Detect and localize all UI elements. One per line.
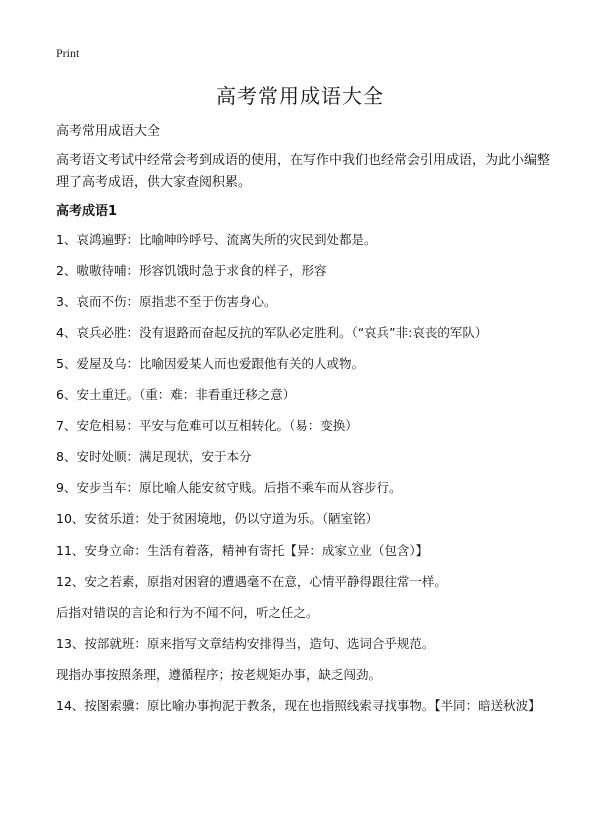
idiom-entry: 6、安土重迁。（重：难：非看重迁移之意）: [56, 387, 296, 402]
idiom-entry: 14、按图索骥：原比喻办事拘泥于教条，现在也指照线索寻找事物。【半同：暗送秋波】: [56, 698, 541, 713]
print-link[interactable]: Print: [56, 46, 80, 60]
page-title: 高考常用成语大全: [216, 84, 384, 108]
idiom-entry: 4、哀兵必胜：没有退路而奋起反抗的军队必定胜利。（“哀兵”非:哀丧的军队）: [56, 325, 488, 340]
idiom-entry-continuation: 后指对错误的言论和行为不闻不问，听之任之。: [56, 605, 319, 620]
idiom-entry: 2、嗷嗷待哺：形容饥饿时急于求食的样子，形容: [56, 263, 327, 278]
idiom-entry: 10、安贫乐道：处于贫困境地，仍以守道为乐。（陋室铭）: [56, 511, 379, 526]
document-subtitle: 高考常用成语大全: [56, 124, 161, 139]
idiom-entry: 5、爱屋及乌：比喻因爱某人而也爱跟他有关的人或物。: [56, 356, 364, 371]
idiom-entry: 8、安时处顺：满足现状，安于本分: [56, 449, 252, 464]
section-heading: 高考成语1: [56, 204, 118, 219]
intro-paragraph: 高考语文考试中经常会考到成语的使用，在写作中我们也经常会引用成语，为此小编整理了高考成语，供大家查阅积累。: [56, 153, 551, 190]
idiom-entry: 13、按部就班：原来指写文章结构安排得当，造句、选词合乎规范。: [56, 636, 435, 651]
idiom-entry-continuation: 现指办事按照条理，遵循程序；按老规矩办事，缺乏闯劲。: [56, 667, 382, 682]
idiom-entry: 11、安身立命：生活有着落，精神有寄托【异：成家立业（包含）】: [56, 543, 429, 558]
idiom-entry: 1、哀鸿遍野：比喻呻吟呼号、流离失所的灾民到处都是。: [56, 232, 377, 247]
idiom-entry: 7、安危相易：平安与危难可以互相转化。（易：变换）: [56, 418, 358, 433]
idiom-entry: 3、哀而不伤：原指悲不至于伤害身心。: [56, 294, 277, 309]
idiom-entry: 9、安步当车：原比喻人能安贫守贱。后指不乘车而从容步行。: [56, 480, 402, 495]
idiom-entry: 12、安之若素，原指对困窘的遭遇毫不在意，心情平静得跟往常一样。: [56, 574, 447, 589]
